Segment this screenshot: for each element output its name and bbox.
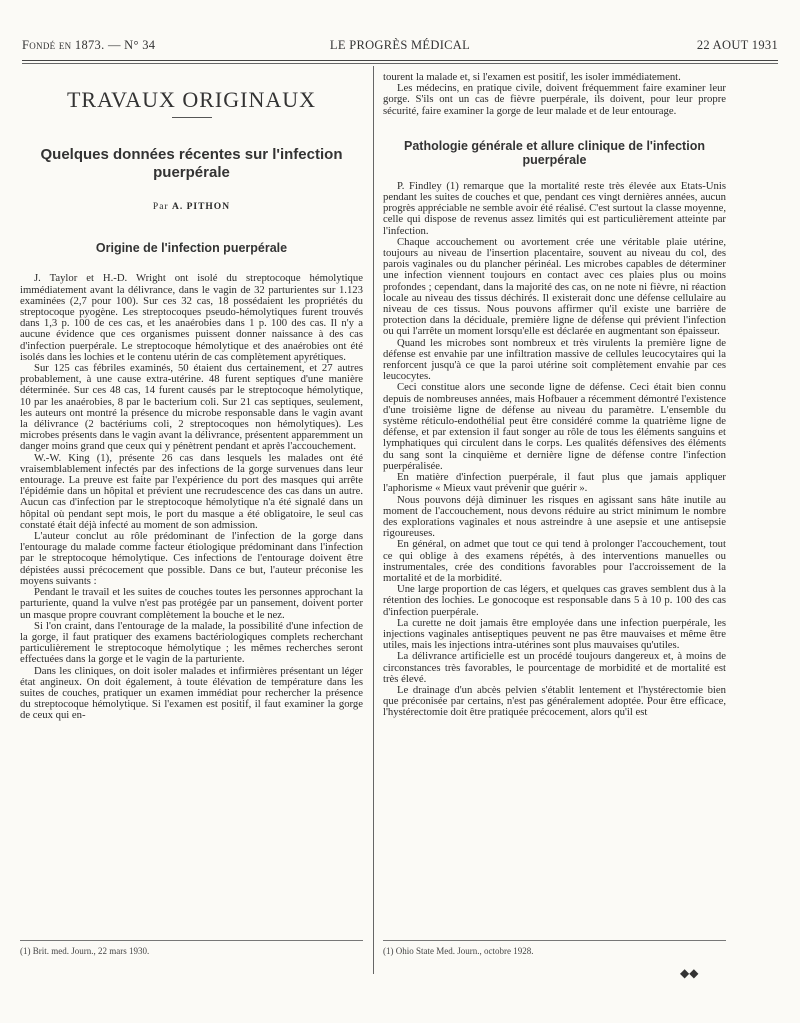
- author-prefix: Par: [152, 202, 169, 213]
- subhead-origine: Origine de l'infection puerpérale: [95, 241, 288, 256]
- footnote-left: (1) Brit. med. Journ., 22 mars 1930.: [20, 946, 150, 956]
- paragraph: Ceci constitue alors une seconde ligne de défense. Ceci était bien connu depuis de nombreuses années, mais Hofbauer a récemment démontré l'existence d'une troisième ligne de défense au niveau du paramètre. L'ensemble du système réticulo-endothélial peut être considéré comme la quatrième ligne de défense, et par extension il faut songer au rôle de tous les éléments sanguins et lymphatiques qui circulent dans le corps. Les qualités défensives des éléments du sang sont la cinquième et dernière ligne de défense contre l'infection puerpéralisée.: [383, 381, 726, 472]
- footnote-right: (1) Ohio State Med. Journ., octobre 1928.: [383, 946, 534, 956]
- header-rule: [22, 60, 778, 61]
- paragraph: En matière d'infection puerpérale, il faut plus que jamais appliquer l'aphorisme « Mieux vaut prévenir que guérir ».: [383, 471, 726, 495]
- article-title: Quelques données récentes sur l'infection puerpérale: [40, 146, 343, 182]
- header-date: 22 AOUT 1931: [696, 38, 778, 52]
- paragraph: En général, on admet que tout ce qui tend à prolonger l'accouchement, tout ce qui oblige à des examens répétés, à des interventions manuelles ou instrumentales, crée des conditions favorables pour l'accroissement de la mortalité et de la morbidité.: [383, 538, 726, 584]
- section-title: TRAVAUX ORIGINAUX: [66, 87, 317, 112]
- paragraph: Pendant le travail et les suites de couches toutes les personnes approchant la parturiente, quand la vulve n'est pas protégée par un pansement, doivent porter un masque propre couvrant complètement la bouche et le nez.: [20, 586, 363, 621]
- paragraph: Chaque accouchement ou avortement crée une véritable plaie utérine, toujours au niveau de l'insertion placentaire, souvent au niveau du col, des parois vaginales ou du plancher périnéal. Les microbes capables de déterminer une infection viennent toujours en contact avec ces plaies plus ou moins profondes ; cependant, dans la majorité des cas, on ne note ni fièvre, ni réaction locale au niveau des tissus déchirés. Il existerait donc une défense cellulaire au niveau de ces tissus. Nous pouvons affirmer qu'il existe une barrière de protection dans la déciduale, première ligne de défense qui prévient l'infection ou qui l'arrête un moment lorsqu'elle est déclarée en augmentant son épaisseur.: [383, 235, 726, 338]
- paragraph: Sur 125 cas fébriles examinés, 50 étaient dus certainement, et 27 autres probablement, à une cause extra-utérine. 48 furent septiques d'une manière déterminée. Sur ces 48 cas, 14 furent causés par le streptocoque hémolytique, 10 par les anaérobies, 8 par le bacterium coli. Sur 21 cas septiques, seulement, les auteurs ont montré la présence du microbe responsable dans le vagin avant la délivrance (2 bactériums coli, 2 streptocoques non hémolytiques). Les microbes présents dans le vagin avant la délivrance, présentent apparemment un danger moins grand que ceux qui y pénètrent pendant et après l'accouchement.: [20, 362, 363, 453]
- footnote-rule-right: [383, 940, 726, 941]
- paragraph: Une large proportion de cas légers, et quelques cas graves semblent dus à la rétention des lochies. Le gonocoque est responsable dans 5 à 10 p. 100 des cas d'infection puerpérale.: [383, 583, 726, 618]
- paragraph: Quand les microbes sont nombreux et très virulents la première ligne de défense est envahie par une infiltration massive de cellules leucocytaires qui la renforcent jusqu'à ce que la paroi utérine soit complètement envahie par ces leucocytes.: [383, 336, 726, 383]
- column-divider: [373, 66, 374, 974]
- paragraph: tourent la malade et, si l'examen est positif, les isoler immédiatement.: [383, 71, 681, 83]
- paragraph: P. Findley (1) remarque que la mortalité reste très élevée aux Etats-Unis pendant les suites de couches et que, pendant ces vingt dernières années, aucun progrès appréciable ne semble avoir été réalisé. C'est surtout la classe moyenne, celle qui dispose de revenus assez limités qui est particulièrement atteinte par l'infection.: [383, 179, 726, 237]
- paragraph: W.-W. King (1), présente 26 cas dans lesquels les malades ont été vraisemblablement infectés par des infections de la gorge survenues dans leur entourage. La preuve est faite par l'expérience du port des masques qui arrête l'épidémie dans un hôpital et prévient une recrudescence des cas dans un autre. Aucun cas d'infection par le streptocoque hémolytique n'a été signalé dans un hôpital où pendant sept mois, le port du masque a été obligatoire, le seul cas constaté était déjà infecté au moment de son admission.: [20, 451, 363, 531]
- section-rule: [172, 117, 212, 118]
- ornament-icon: ◆◆: [680, 966, 699, 980]
- paragraph: Le drainage d'un abcès pelvien s'établit lentement et l'hystérectomie bien que préconisée par certains, n'est pas généralement adoptée. Pour être efficace, l'hystérectomie doit être pratiquée précocement, alors qu'il est: [383, 683, 726, 719]
- header-journal-title: LE PROGRÈS MÉDICAL: [329, 38, 471, 52]
- footnote-rule-left: [20, 940, 363, 941]
- author-name: A. PITHON: [171, 202, 231, 213]
- paragraph: L'auteur conclut au rôle prédominant de l'infection de la gorge dans l'entourage du malade comme facteur étiologique prédominant dans l'infection par le streptocoque hémolytique. Ces infections de l'entourage doivent être dépistées aussi précocement que possible. Dans ce but, l'auteur préconise les moyens suivants :: [20, 530, 363, 587]
- header-left: Fondé en 1873. — N° 34: [22, 38, 156, 52]
- left-column: [20, 72, 363, 722]
- paragraph: Les médecins, en pratique civile, doivent fréquemment faire examiner leur gorge. S'ils ont un cas de fièvre puerpérale, ils doivent, pour leur propre sécurité, faire examiner la gorge de leur malade et de leur entourage.: [383, 82, 726, 117]
- paragraph: La délivrance artificielle est un procédé toujours dangereux et, à moins de circonstances très favorables, le pourcentage de morbidité et de mortalité est très élevé.: [383, 650, 726, 685]
- right-column: [383, 72, 726, 719]
- paragraph: Dans les cliniques, on doit isoler malades et infirmières présentant un léger état angineux. On doit également, à toute élévation de température dans les suites de couches, pratiquer un examen immédiat pour rechercher la présence du streptocoque hémolytique. Si l'examen est positif, il faut examiner la gorge de ceux qui en-: [20, 664, 363, 722]
- author-line: [20, 202, 363, 213]
- paragraph: J. Taylor et H.-D. Wright ont isolé du streptocoque hémolytique immédiatement avant la délivrance, dans le vagin de 32 parturientes sur 1.123 examinées (2,7 pour 100). Sur ces 32 cas, 18 possédaient les propriétés du streptocoque pyogène. Les streptocoques pseudo-hémolytiques furent trouvés dans 1,3 p. 100 de ces cas, et les anaérobies dans 1 p. 100 des cas. Il n'y a aucune évidence que ces organismes puissent donner naissance à des cas d'infection puerpérale. Le streptocoque hémolytique et des anaérobies ont été isolés dans les lochies et le contenu utérin de cas complètement apyrétiques.: [20, 272, 363, 363]
- header-rule-thin: [22, 63, 778, 64]
- paragraph: Si l'on craint, dans l'entourage de la malade, la possibilité d'une infection de la gorge, il faut pratiquer des examens bactériologiques complets recherchant particulièrement le streptocoque hémolytique ; les mêmes recherches seront effectuées dans la gorge et le vagin de la parturiente.: [20, 619, 363, 666]
- paragraph: Nous pouvons déjà diminuer les risques en agissant sans hâte inutile au moment de l'accouchement, nous devons réduire au strict minimum le nombre des explorations vaginales et nous astreindre à une asepsie et une antisepsie rigoureuses.: [383, 493, 726, 540]
- paragraph: La curette ne doit jamais être employée dans une infection puerpérale, les injections vaginales antiseptiques peuvent ne pas être mauvaises et même être utiles, mais les injections intra-utérines sont plus mauvaises qu'utiles.: [383, 616, 726, 652]
- subhead-pathologie: Pathologie générale et allure clinique de l'infection puerpérale: [404, 138, 705, 167]
